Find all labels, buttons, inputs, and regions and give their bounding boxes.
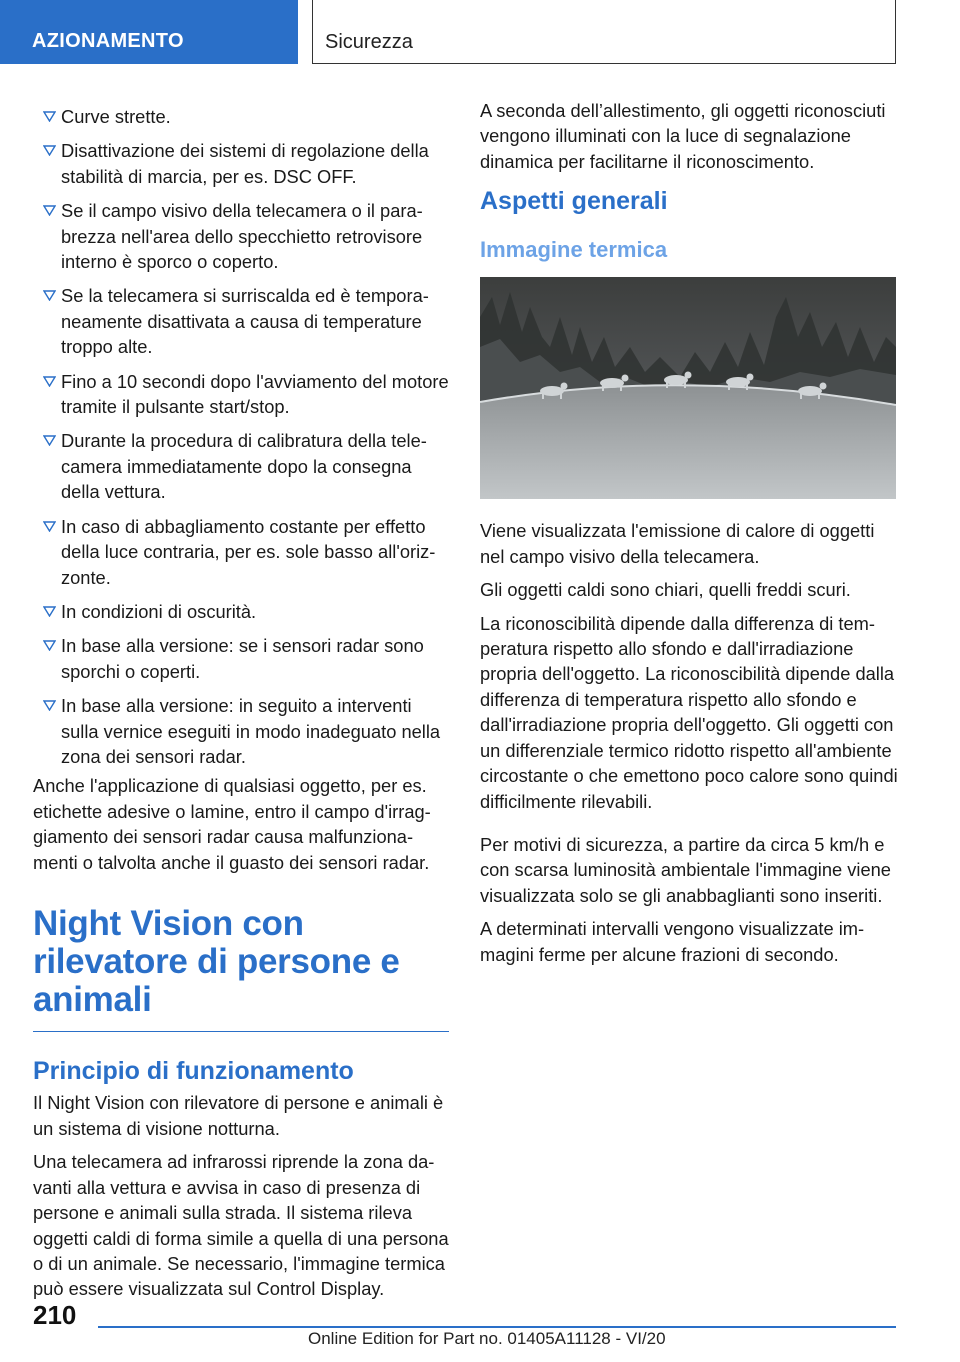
thermal-image-illustration: [480, 277, 896, 499]
list-item: Disattivazione dei sistemi di regolazione della stabilità di marcia, per es. DSC OFF.: [33, 138, 449, 189]
body-paragraph: Una telecamera ad infrarossi riprende la zona davanti alla vettura e avvisa in caso di presenza di persone e animali sulla strada. Il sistema rileva oggetti caldi di forma simile a quella di una persona o di un animale. Se necessario, l'immagine termica può essere visualizzata sul Control Display.: [33, 1151, 449, 1300]
body-paragraph: Gli oggetti caldi sono chiari, quelli freddi scuri.: [480, 579, 851, 601]
body-paragraph: A determinati intervalli vengono visualizzate immagini ferme per alcune frazioni di secondo.: [480, 918, 865, 965]
general-aspects-heading: Aspetti generali: [480, 187, 668, 216]
list-item: Curve strette.: [33, 104, 449, 129]
body-paragraph: Per motivi di sicurezza, a partire da circa 5 km/h e con scarsa luminosità ambientale l'immagine viene visualizzata solo se gli anabbaglianti sono inseriti.: [480, 833, 891, 906]
body-paragraph: La riconoscibilità dipende dalla differenza di temperatura rispetto allo sfondo e dall'irradiazione propria dell'oggetto. La riconoscibilità dipende dalla differenza di temperatura rispetto allo sfondo e dall'irradiazione propria dell'oggetto. Gli oggetti con un differenziale termico ridotto rispetto all'ambiente circostante o che emettono poco calore sono quindi difficilmente rilevabili.: [480, 612, 898, 812]
list-item: In caso di abbagliamento costante per effetto della luce contraria, per es. sole basso all'orizzonte.: [33, 514, 449, 590]
body-paragraph: Viene visualizzata l'emissione di calore di oggetti nel campo visivo della telecamera.: [480, 520, 875, 567]
left-column: [33, 104, 449, 1310]
intro-paragraph: A seconda dell’allestimento, gli oggetti riconosciuti vengono illuminati con la luce di segnalazione dinamica per facilitarne il riconoscimento.: [480, 100, 886, 172]
list-item: Se la telecamera si surriscalda ed è temporaneamente disattivata a causa di temperature troppo alte.: [33, 283, 449, 359]
section-title: Sicurezza: [325, 31, 413, 53]
subsection-heading: Principio di funzionamento: [33, 1057, 354, 1086]
body-paragraph: Il Night Vision con rilevatore di persone e animali è un sistema di visione notturna.: [33, 1092, 444, 1139]
list-item: In base alla versione: se i sensori radar sono sporchi o coperti.: [33, 633, 449, 684]
list-item: In condizioni di oscurità.: [33, 599, 449, 624]
list-item: Se il campo visivo della telecamera o il parabrezza nell'area dello specchietto retrovisore interno è sporco o coperto.: [33, 198, 449, 274]
edition-footer: Online Edition for Part no. 01405A11128 - VI/20: [308, 1329, 666, 1348]
section-heading: Night Vision con rilevatore di persone e animali: [33, 903, 400, 1019]
list-item: Durante la procedura di calibratura della telecamera immediatamente dopo la consegna della vettura.: [33, 428, 449, 504]
thermal-image-heading: Immagine termica: [480, 236, 668, 262]
condition-list: [33, 104, 449, 769]
list-item: In base alla versione: in seguito a interventi sulla vernice eseguiti in modo inadeguato nella zona dei sensori radar.: [33, 693, 449, 769]
right-column: [480, 98, 898, 975]
radar-note-paragraph: Anche l'applicazione di qualsiasi oggetto, per es. etichette adesive o lamine, entro il campo d'irraggiamento dei sensori radar causa malfunzionamenti o talvolta anche il guasto dei sensori radar.: [33, 775, 431, 873]
heading-rule: [33, 1031, 449, 1033]
footer-rule: [98, 1326, 896, 1328]
list-item: Fino a 10 secondi dopo l'avviamento del motore tramite il pulsante start/stop.: [33, 369, 449, 420]
chapter-tab: AZIONAMENTO: [0, 0, 298, 64]
page-number: 210: [33, 1300, 77, 1330]
